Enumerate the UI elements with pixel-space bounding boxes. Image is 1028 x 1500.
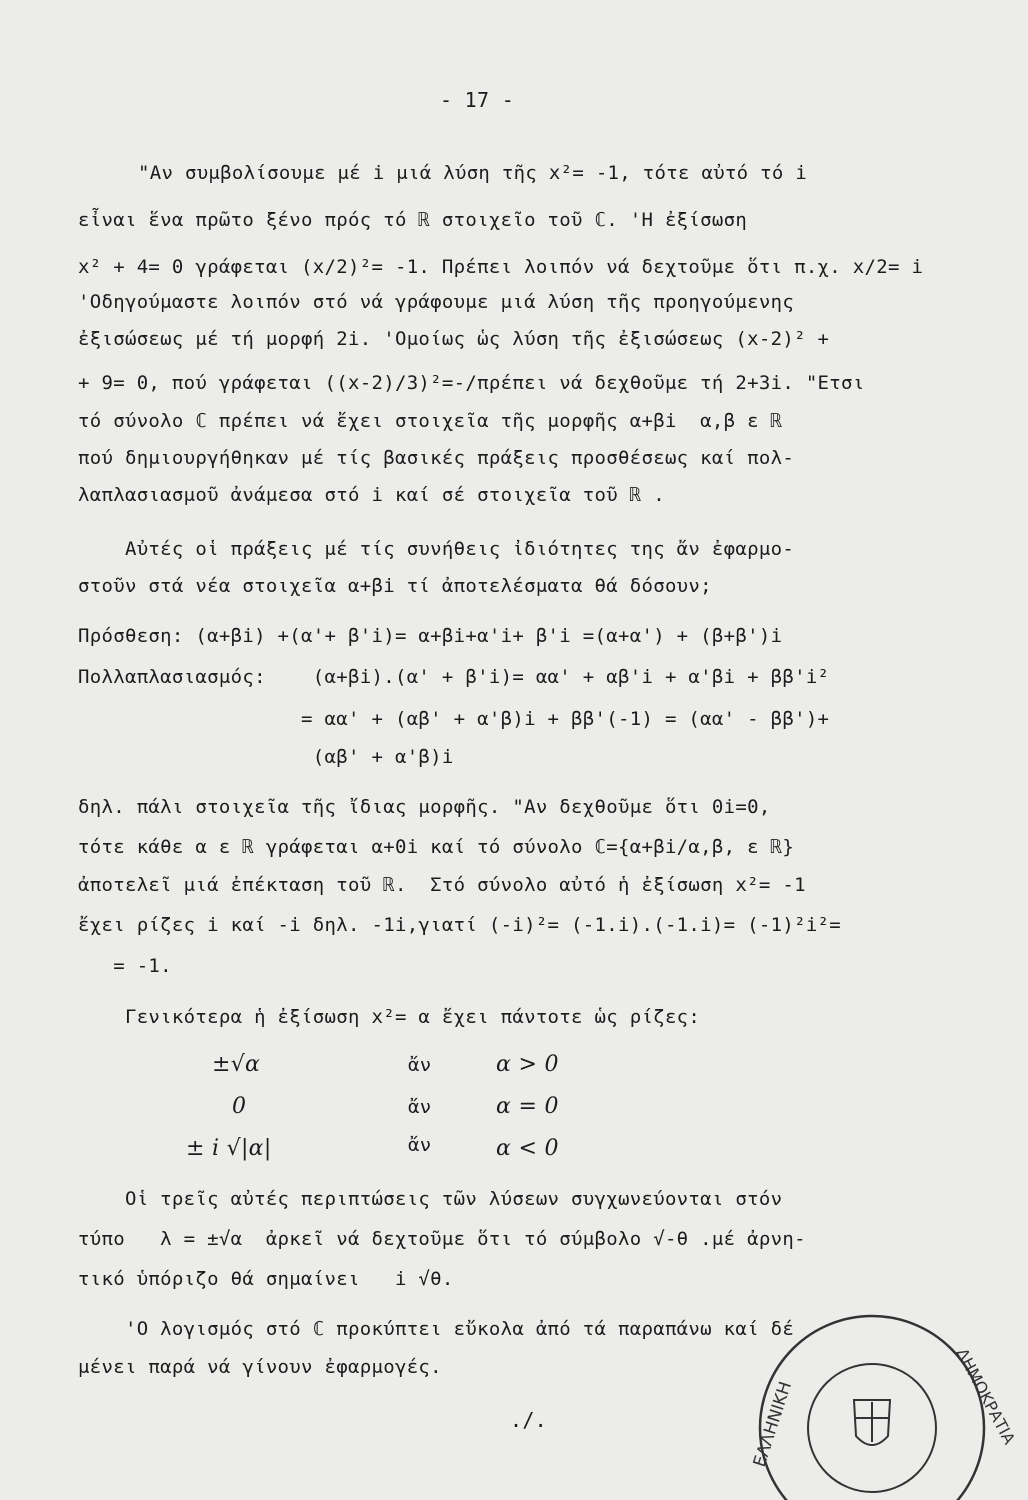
stamp-text: ΕΛΛΗΝΙΚΗ	[749, 1379, 797, 1470]
equation-multiplication: Πολλαπλασιασμός: (α+βi).(α' + β'i)= αα' + αβ'i + α'βi + ββ'i²	[78, 666, 830, 688]
equation-multiplication-cont: = αα' + (αβ' + α'β)i + ββ'(-1) = (αα' - ββ')+	[78, 708, 830, 730]
text-line: Αὐτές οἱ πράξεις μέ τίς συνήθεις ἰδιότητες της ἄν ἐφαρμο-	[78, 538, 795, 560]
text-line: 'Οδηγούμαστε λοιπόν στό νά γράφουμε μιά λύση τῆς προηγούμενης	[78, 291, 795, 313]
text-line: ἔχει ρίζες i καί -i δηλ. -1i,γιατί (-i)²= (-1.i).(-1.i)= (-1)²i²=	[78, 914, 842, 936]
text-line: ἀποτελεῖ μιά ἐπέκταση τοῦ ℝ. Στό σύνολο αὐτό ἡ ἐξίσωση x²= -1	[78, 874, 806, 896]
case-root: ± i √|α|	[186, 1136, 272, 1161]
text-line: στοῦν στά νέα στοιχεῖα α+βi τί ἀποτελέσματα θά δόσουν;	[78, 575, 712, 597]
case-root: 0	[232, 1094, 247, 1119]
case-condition: α = 0	[496, 1094, 559, 1119]
page-number: - 17 -	[440, 88, 515, 112]
text-line: τότε κάθε α ε ℝ γράφεται α+0i καί τό σύνολο ℂ={α+βi/α,β, ε ℝ}	[78, 836, 795, 858]
text-line: Γενικότερα ἡ ἐξίσωση x²= α ἔχει πάντοτε ὡς ρίζες:	[78, 1006, 701, 1028]
text-line: μένει παρά νά γίνουν ἐφαρμογές.	[78, 1356, 442, 1378]
text-line: x² + 4= 0 γράφεται (x/2)²= -1. Πρέπει λοιπόν νά δεχτοῦμε ὅτι π.χ. x/2= i	[78, 256, 924, 278]
equation-addition: Πρόσθεση: (α+βi) +(α'+ β'i)= α+βi+α'i+ β'i =(α+α') + (β+β')i	[78, 625, 783, 647]
text-line: = -1.	[78, 955, 172, 977]
case-condition: α > 0	[496, 1052, 559, 1077]
text-line: τύπο λ = ±√α ἀρκεῖ νά δεχτοῦμε ὅτι τό σύμβολο √-θ .μέ ἀρνη-	[78, 1228, 806, 1250]
stamp-seal-icon	[742, 1318, 1019, 1494]
text-line: πού δημιουργήθηκαν μέ τίς βασικές πράξεις προσθέσεως καί πολ-	[78, 447, 795, 469]
text-line: εἶναι ἕνα πρῶτο ξένο πρός τό ℝ στοιχεῖο τοῦ ℂ. 'Η ἐξίσωση	[78, 209, 748, 231]
equation-multiplication-cont: (αβ' + α'β)i	[78, 746, 454, 768]
text-line: "Αν συμβολίσουμε μέ i μιά λύση τῆς x²= -1, τότε αὐτό τό i	[138, 162, 808, 184]
text-line: 'Ο λογισμός στό ℂ προκύπτει εὔκολα ἀπό τά παραπάνω καί δέ	[78, 1318, 795, 1340]
text-line: + 9= 0, πού γράφεται ((x-2)/3)²=-/πρέπει νά δεχθοῦμε τή 2+3i. "Ετσι	[78, 372, 865, 394]
text-line: ἐξισώσεως μέ τή μορφή 2i. 'Ομοίως ὡς λύση τῆς ἐξισώσεως (x-2)² +	[78, 328, 830, 350]
case-word: ἄν	[408, 1134, 432, 1156]
text-line: τικό ὑπόριζο θά σημαίνει i √θ.	[78, 1268, 454, 1290]
official-stamp	[742, 1318, 1019, 1494]
svg-text:ΔΗΜΟΚΡΑΤΙΑ: ΔΗΜΟΚΡΑΤΙΑ	[952, 1344, 1019, 1448]
case-word: ἄν	[408, 1096, 432, 1118]
text-line: τό σύνολο ℂ πρέπει νά ἔχει στοιχεῖα τῆς μορφῆς α+βi α,β ε ℝ	[78, 410, 783, 432]
text-line: λαπλασιασμοῦ ἀνάμεσα στό i καί σέ στοιχεῖα τοῦ ℝ .	[78, 484, 665, 506]
case-word: ἄν	[408, 1054, 432, 1076]
end-mark: ./.	[510, 1408, 548, 1432]
case-condition: α < 0	[496, 1136, 559, 1161]
case-root: ±√α	[212, 1052, 261, 1077]
text-line: Οἱ τρεῖς αὐτές περιπτώσεις τῶν λύσεων συγχωνεύονται στόν	[78, 1188, 783, 1210]
text-line: δηλ. πάλι στοιχεῖα τῆς ἴδιας μορφῆς. "Αν δεχθοῦμε ὅτι 0i=0,	[78, 796, 771, 818]
